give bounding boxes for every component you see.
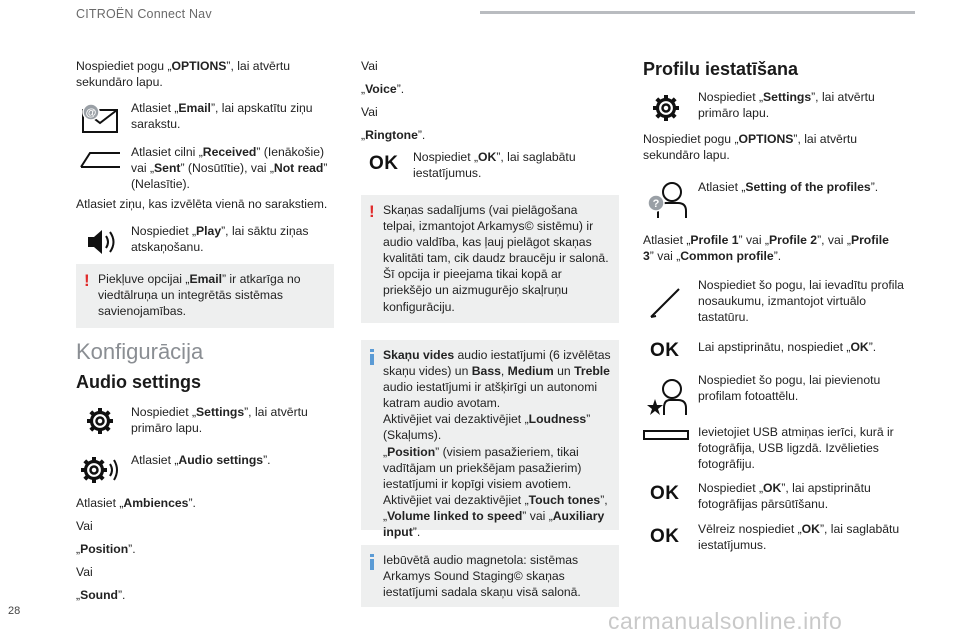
c1-options-text: Nospiediet pogu „OPTIONS”, lai atvērtu sekundāro lapu. <box>76 59 291 90</box>
c3-sop-text: Atlasiet „Setting of the profiles”. <box>698 180 879 194</box>
warning-icon: ! <box>84 271 90 290</box>
header-rule <box>480 11 915 14</box>
svg-text:?: ? <box>652 198 660 210</box>
section-title-konfiguracija: Konfigurācija <box>76 339 204 364</box>
gear-icon <box>86 407 114 435</box>
c3-ok3-text: Vēlreiz nospiediet „OK”, lai saglabātu iestatījumus. <box>698 522 900 553</box>
header-brand: CITROËN Connect Nav <box>76 7 212 21</box>
c2-ringtone-text: „Ringtone”. <box>361 128 426 142</box>
c1-settings-text: Nospiediet „Settings”, lai atvērtu primāro lapu. <box>131 405 308 436</box>
gear-icon <box>652 94 680 122</box>
c1-play-text: Nospiediet „Play”, lai sāktu ziņas atskaņošanu. <box>131 224 309 255</box>
c2-or-1: Vai <box>361 59 378 73</box>
c1-tab-text: Atlasiet cilni „Received” (Ienākošie) vai „Sent” (Nosūtītie), vai „Not read” (Nelasītie). <box>131 145 328 192</box>
section-title-profiles: Profilu iestatīšana <box>643 59 799 79</box>
info-note-sound-ambience <box>361 340 619 540</box>
c2-or-2: Vai <box>361 105 378 119</box>
email-icon <box>82 103 120 133</box>
info-text: Iebūvētā audio magnetola: sistēmas Arkamys Sound Staging© skaņas iestatījumi sadala skaņu visā salonā. <box>383 553 581 600</box>
c3-usb-text: Ievietojiet USB atmiņas ierīci, kurā ir fotogrāfija, USB ligzdā. Izvēlieties fotogrāfiju. <box>698 425 894 472</box>
info-icon <box>369 554 376 574</box>
info-note-arkamys-staging <box>361 545 619 607</box>
speaker-icon <box>86 227 118 257</box>
c1-position-text: „Position”. <box>76 542 136 556</box>
c3-options-text: Nospiediet pogu „OPTIONS”, lai atvērtu sekundāro lapu. <box>643 132 858 163</box>
c3-ok2-text: Nospiediet „OK”, lai apstiprinātu fotogrāfijas pārsūtīšanu. <box>698 481 871 512</box>
info-icon <box>369 349 376 369</box>
c3-photo-text: Nospiediet šo pogu, lai pievienotu profilam fotoattēlu. <box>698 373 881 404</box>
watermark: carmanualsonline.info <box>608 608 843 634</box>
c1-sound-text: „Sound”. <box>76 588 126 602</box>
usb-slot-icon <box>643 428 689 442</box>
c3-profile-select-text: Atlasiet „Profile 1” vai „Profile 2”, vai „Profile 3” vai „Common profile”. <box>643 233 889 264</box>
c2-voice-text: „Voice”. <box>361 82 405 96</box>
profile-icon <box>646 179 688 219</box>
c3-settings-text: Nospiediet „Settings”, lai atvērtu primāro lapu. <box>698 90 875 121</box>
warning-note-arkamys <box>361 195 619 323</box>
page-number: 28 <box>8 605 21 617</box>
c1-email-text: Atlasiet „Email”, lai apskatītu ziņu sarakstu. <box>131 101 313 132</box>
ok-icon: OK <box>650 340 680 361</box>
c2-ok-text: Nospiediet „OK”, lai saglabātu iestatījumus. <box>413 150 576 181</box>
c1-ambiences-text: Atlasiet „Ambiences”. <box>76 496 196 510</box>
svg-text:@: @ <box>85 107 97 119</box>
c1-audioset-text: Atlasiet „Audio settings”. <box>131 453 271 467</box>
warning-icon: ! <box>369 202 375 221</box>
c3-name-text: Nospiediet šo pogu, lai ievadītu profila nosaukumu, izmantojot virtuālo tastatūru. <box>698 278 904 325</box>
tab-icon <box>80 151 122 169</box>
info-text: Skaņu vides audio iestatījumi (6 izvēlētas skaņu vides) un Bass, Medium un Treble audio iestatījumi ir atšķirīgi un autonomi katram audio avotam. Aktivējiet vai dezaktivējiet „Loudness” (Skaļums). „Position” (visiem pasažieriem, tikai vadītājam un priekšējam pasažierim) iestatījumi ir kopīgi visiem avotiem. Aktivējiet vai dezaktivējiet „Touch tones”, „Volume linked to speed” vai „Auxiliary input”. <box>383 348 611 540</box>
ok-icon: OK <box>650 526 680 547</box>
pencil-icon <box>648 284 684 320</box>
warning-text: Skaņas sadalījums (vai pielāgošana telpai, izmantojot Arkamys© sistēmu) ir audio valdība, kas ļauj pielāgot skaņas kvalitāti tam, cik daudz braucēju ir salonā. Šī opcija ir pieejama tikai kopā ar priekšējo un aizmugurējo skaļruņu konfigurāciju. <box>383 203 609 314</box>
c1-select-text: Atlasiet ziņu, kas izvēlēta vienā no sarakstiem. <box>76 197 328 211</box>
warning-note-email <box>76 264 334 328</box>
c1-or-2: Vai <box>76 565 93 579</box>
section-title-audio-settings: Audio settings <box>76 372 201 392</box>
c1-or-1: Vai <box>76 519 93 533</box>
ok-icon: OK <box>369 153 399 174</box>
audio-settings-gear-icon <box>80 454 120 486</box>
add-photo-icon <box>646 377 688 417</box>
warning-text: Piekļuve opcijai „Email” ir atkarīga no viedtālruņa un integrētās sistēmas savienojamības. <box>98 272 301 319</box>
c3-confirm-text: Lai apstiprinātu, nospiediet „OK”. <box>698 340 877 354</box>
ok-icon: OK <box>650 483 680 504</box>
